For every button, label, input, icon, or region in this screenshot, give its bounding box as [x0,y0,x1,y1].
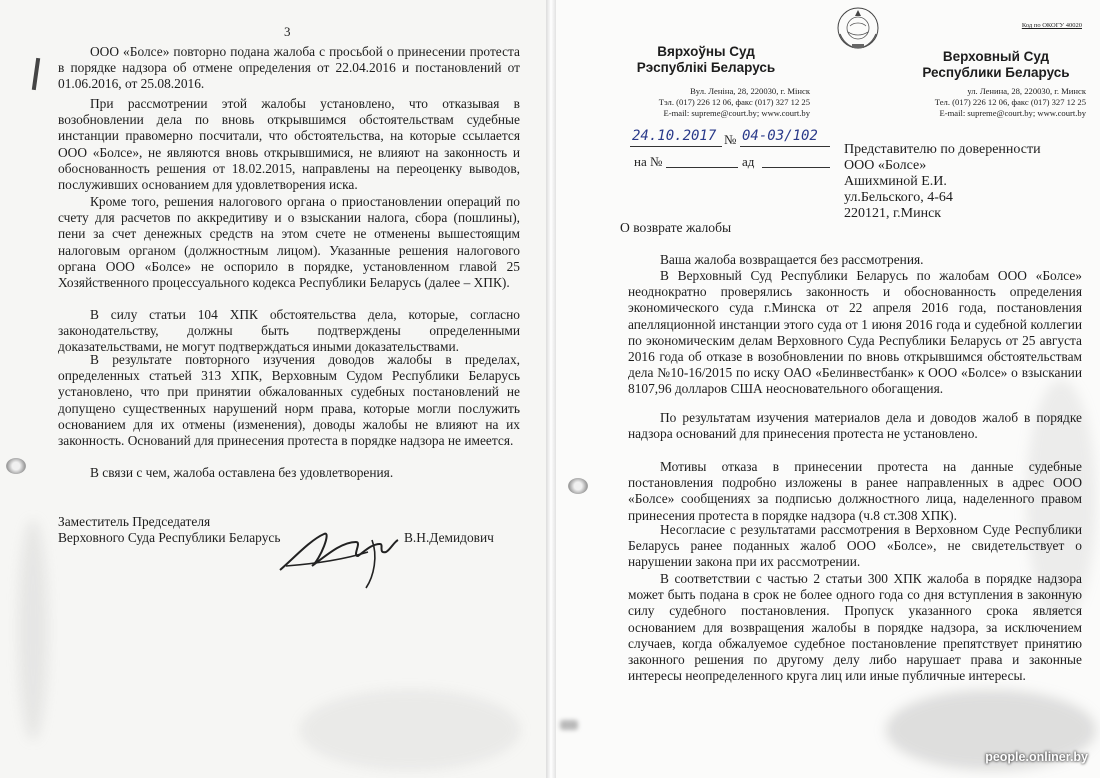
punch-hole [568,478,588,494]
addr-ru-line2: Тел. (017) 226 12 06, факс (017) 327 12 25 [934,97,1086,107]
recipient-line1: Представителю по доверенности [844,142,1041,157]
addr-ru-line1: ул. Ленина, 28, 220030, г. Минск [967,86,1086,96]
reference-date-label: ад [742,154,755,169]
outgoing-date-line [630,146,722,147]
addr-ru-line3: E-mail: supreme@court.by; www.court.by [939,108,1086,118]
court-name-russian [906,49,1086,81]
right-paragraph-1: Ваша жалоба возвращается без рассмотрения. [660,252,924,267]
margin-mark [32,58,40,90]
outgoing-number-line [740,146,830,147]
right-document-page [556,0,1100,778]
scan-mark [560,720,578,730]
outgoing-date: 24.10.2017 [632,128,717,144]
signer-title-line1: Заместитель Председателя [58,514,211,529]
right-paragraph-4: Мотивы отказа в принесении протеста на данные судебные постановления подробно изложены в ранее направленных в адрес ООО «Болсе» сообщениях за подписью должностного лица, наделенного правом принесения протеста в порядке надзора (ч.8 ст.308 ХПК). [628,459,1082,523]
source-watermark: people.onliner.by [985,750,1088,764]
court-name-by-line1: Вярхоўны Суд [657,44,755,59]
punch-hole [6,458,26,474]
addr-by-line1: Вул. Леніна, 28, 220030, г. Мінск [690,86,810,96]
signer-name: В.Н.Демидович [404,530,494,545]
court-address-belarusian [596,86,810,119]
recipient-line5: 220121, г.Минск [844,206,942,221]
okogu-code: Код по ОКОГУ 40020 [1021,22,1082,29]
right-paragraph-5: Несогласие с результатами рассмотрения в Верховном Суде Республики Беларусь ранее поданных жалоб ООО «Болсе», не свидетельствует о нарушении закона при их рассмотрении. [628,522,1082,570]
signer-title-line2: Верховного Суда Республики Беларусь [58,530,281,545]
court-name-by-line2: Рэспублікі Беларусь [636,60,776,75]
left-paragraph-5: В результате повторного изучения доводов жалобы в пределах, определенных статьей 313 ХПК, Верховным Судом Республики Беларусь установлено, что при принятии обжалованных судебных постановлений не допущено существенных нарушений норм права, которые могли послужить основанием для их отмены (изменения), доводы жалобы не влияют на их законность. Оснований для принесения протеста в порядке надзора не имеется. [58,352,520,449]
belarus-emblem [834,4,882,52]
page-gutter [546,0,556,778]
court-name-belarusian [616,44,796,76]
reference-label: на № [634,154,663,169]
letter-subject: О возврате жалобы [620,220,732,235]
number-label: № [724,132,737,147]
left-paragraph-1: ООО «Болсе» повторно подана жалоба с просьбой о принесении протеста в порядке надзора об отмене определения от 22.04.2016 и постановлений от 01.06.2016, от 25.08.2016. [58,44,520,92]
addr-by-line3: E-mail: supreme@court.by; www.court.by [663,108,810,118]
outgoing-number: 04-03/102 [742,128,818,144]
recipient-line3: Ашихминой Е.И. [844,174,947,189]
court-name-ru-line1: Верховный Суд [942,49,1050,64]
page-number: 3 [284,24,291,39]
left-paragraph-3: Кроме того, решения налогового органа о приостановлении операций по счету для расчетов по аккредитиву и о взыскании налога, сбора (пошлины), пени за счет денежных средств на этом счете не отменены вышестоящим налоговым органом (должностным лицом). Указанные решения налогового органа ООО «Болсе» не оспорило в порядке, установленном главой 25 Хозяйственного процессуального кодекса Республики Беларусь (далее – ХПК). [58,194,520,291]
right-paragraph-6: В соответствии с частью 2 статьи 300 ХПК жалоба в порядке надзора может быть подана в срок не более одного года со дня вступления в законную силу судебного постановления. Пропуск указанного срока является основанием для возвращения жалобы в порядке надзора, за исключением случаев, когда обжалуемое судебное постановление препятствует принятию законного решения по другому делу либо нарушает права и законные интересы неопределенного круга лиц или иные публичные интересы. [628,571,1082,684]
court-address-russian [862,86,1086,119]
right-paragraph-2: В Верховный Суд Республики Беларусь по жалобам ООО «Болсе» неоднократно проверялись законность и обоснованность определения экономического суда г.Минска от 22 апреля 2016 года, постановления апелляционной инстанции этого суда от 1 июня 2016 года и судебной коллегии по экономическим делам Верховного Суда Республики Беларусь от 25 августа 2016 года об отказе в возобновлении по вновь открывшимся обстоятельствам дела №10-16/2015 по иску ОАО «Белинвестбанк» к ООО «Болсе» о взыскании 8107,96 долларов США неосновательного обогащения. [628,268,1082,397]
left-paragraph-6: В связи с чем, жалоба оставлена без удовлетворения. [90,465,394,480]
court-name-ru-line2: Республики Беларусь [922,65,1070,80]
left-paragraph-2: При рассмотрении этой жалобы установлено, что отказывая в возобновлении дела по вновь открывшимся обстоятельствам судебные инстанции правомерно посчитали, что обстоятельства, на которые ссылается ООО «Болсе», не являются вновь открывшимися, не влияют на законность и обоснованность решения от 18.02.2015, направлены на переоценку выводов, послуживших основанием для удовлетворения иска. [58,96,520,193]
handwritten-signature [272,520,402,590]
reference-date-line [762,167,830,168]
reference-number-line [666,167,738,168]
right-paragraph-3: По результатам изучения материалов дела и доводов жалоб в порядке надзора оснований для принесения протеста не установлено. [628,410,1082,442]
left-document-page [0,0,546,778]
recipient-line4: ул.Бельского, 4-64 [844,190,953,205]
addr-by-line2: Тэл. (017) 226 12 06, факс (017) 327 12 25 [658,97,810,107]
scan-shadow [300,690,520,770]
left-paragraph-4: В силу статьи 104 ХПК обстоятельства дела, которые, согласно законодательству, должны быть подтверждены определенными доказательствами, не могут подтверждаться иными доказательствами. [58,307,520,355]
recipient-line2: ООО «Болсе» [844,158,927,173]
scan-shadow [18,520,48,740]
